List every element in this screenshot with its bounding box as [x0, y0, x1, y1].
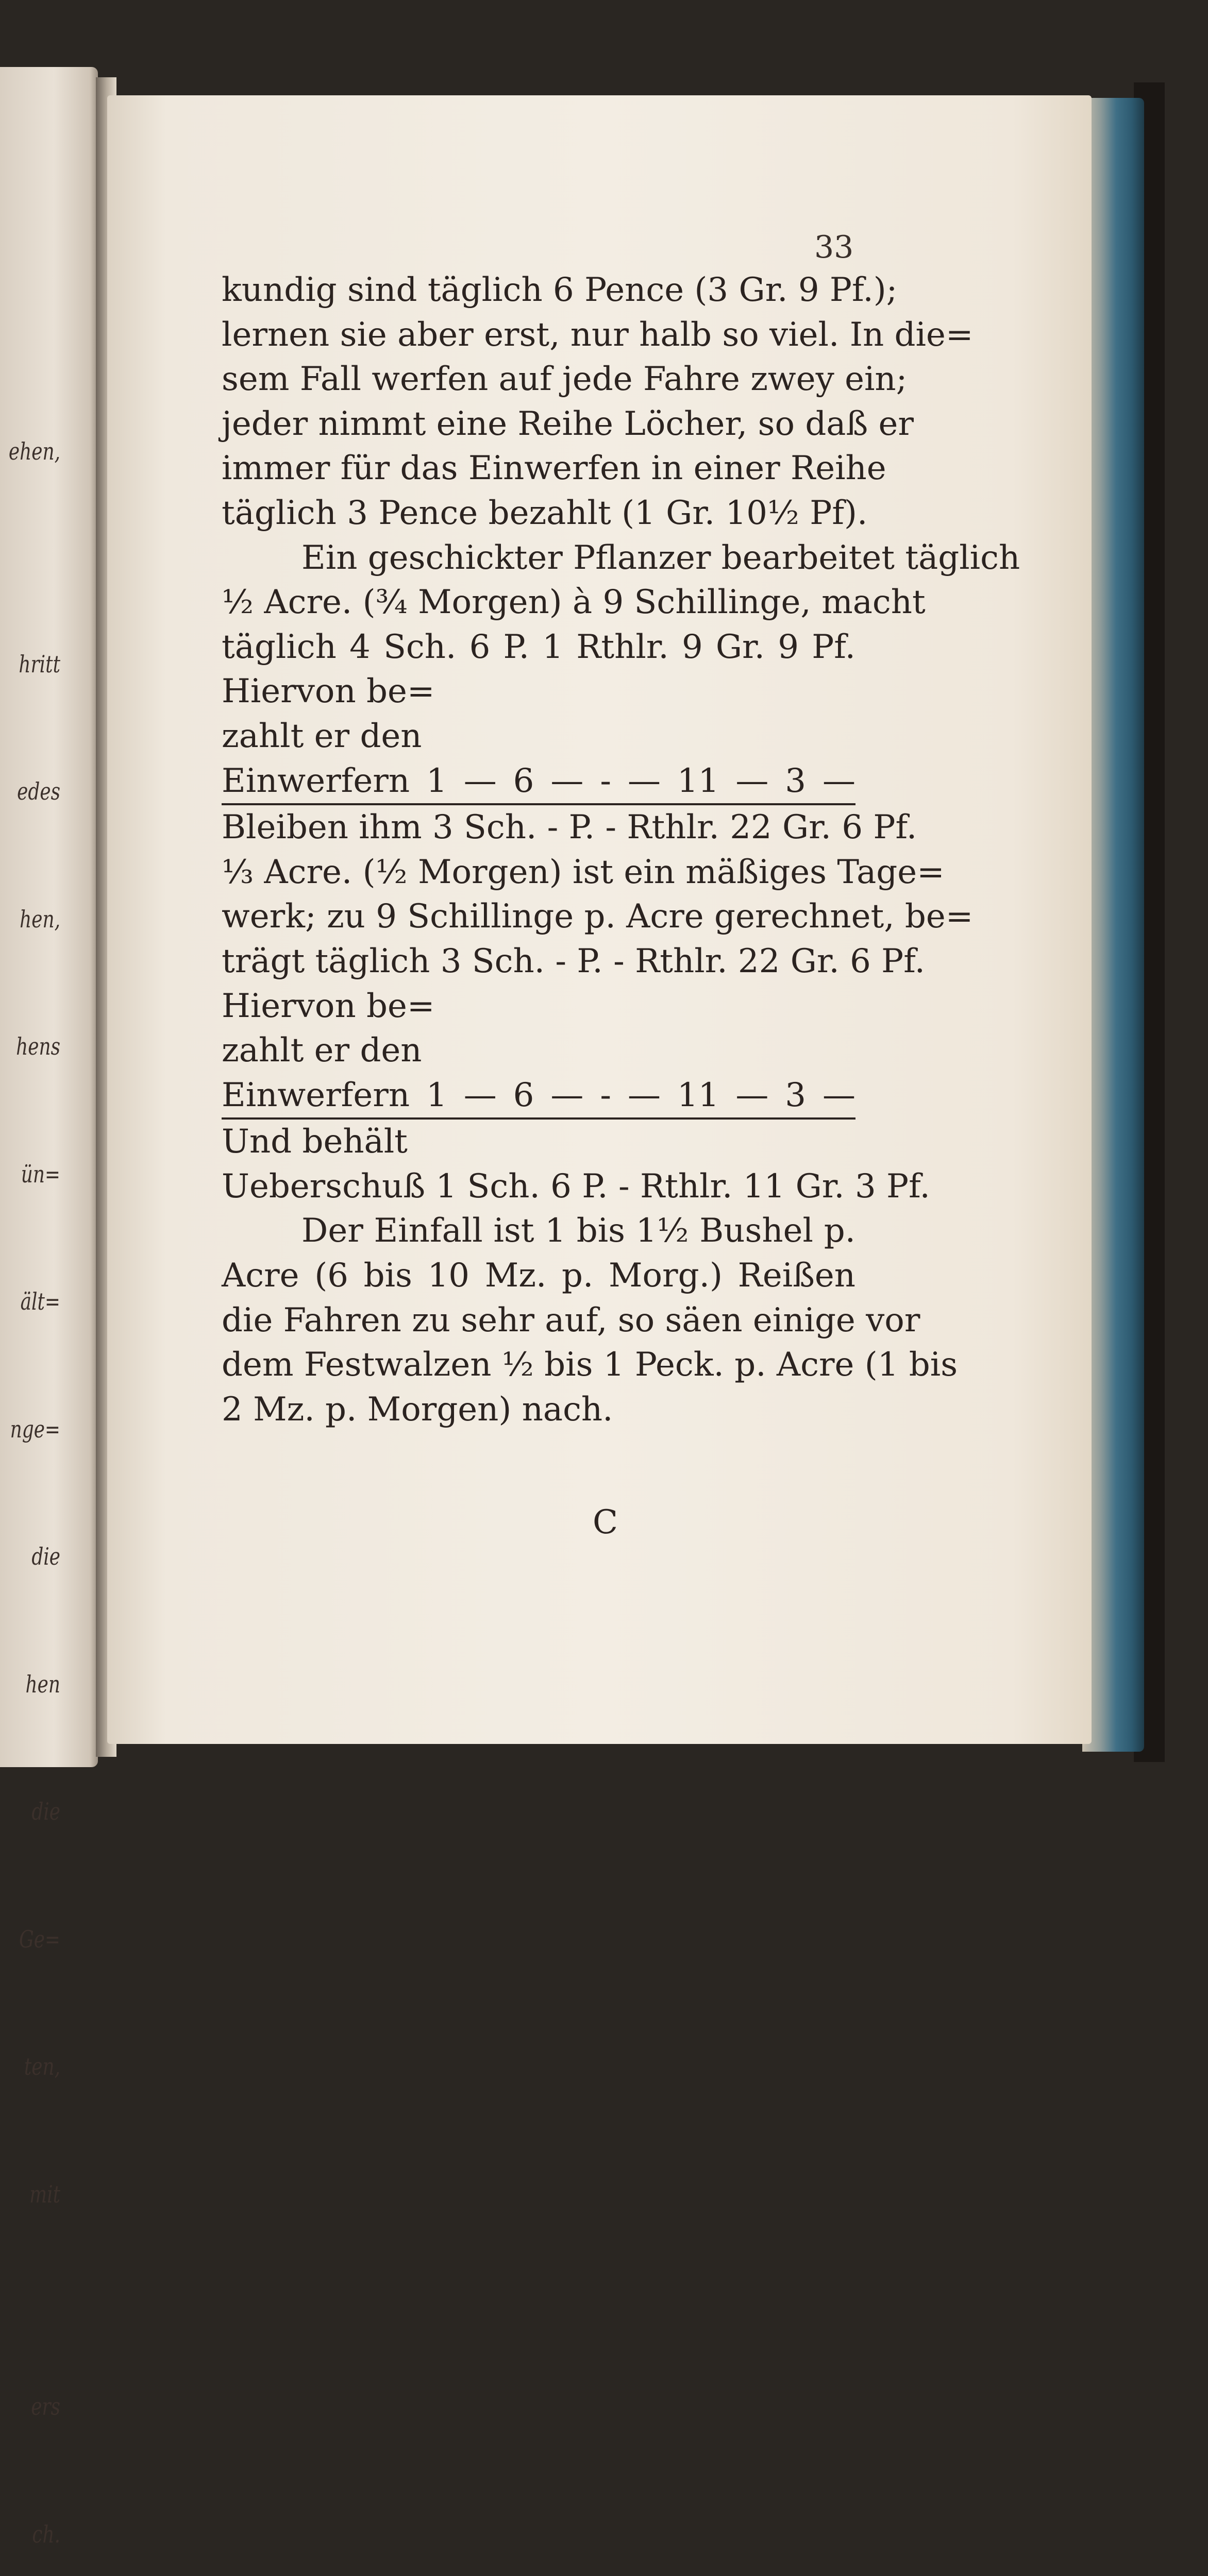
fragment-line: edes [17, 777, 60, 805]
text-line: täglich 3 Pence bezahlt (1 Gr. 10½ Pf). [222, 494, 868, 532]
text-line: immer für das Einwerfen in einer Reihe [222, 449, 886, 488]
book-cover-edge [1082, 98, 1144, 1752]
text-line: Hiervon be= [222, 672, 435, 711]
text-line: täglich 4 Sch. 6 P. 1 Rthlr. 9 Gr. 9 Pf. [222, 628, 855, 666]
text-line: 2 Mz. p. Morgen) nach. [222, 1390, 613, 1429]
text-line: Ueberschuß 1 Sch. 6 P. - Rthlr. 11 Gr. 3 Pf. [222, 1167, 930, 1206]
text-line: Ein geschickter Pflanzer bearbeitet täglich [301, 538, 1020, 577]
fragment-line: ch. [32, 2520, 60, 2548]
text-line: kundig sind täglich 6 Pence (3 Gr. 9 Pf.); [222, 271, 898, 309]
fragment-line: Ge= [19, 1925, 60, 1953]
text-line: Und behält [222, 1123, 408, 1161]
text-line: Bleiben ihm 3 Sch. - P. - Rthlr. 22 Gr. 6 Pf. [222, 808, 917, 847]
fragment-line: mit [29, 2180, 60, 2208]
left-page-fragments [0, 345, 60, 2576]
page-number: 33 [814, 229, 854, 265]
fragment-line: ehen, [8, 437, 60, 465]
text-line: ½ Acre. (¾ Morgen) à 9 Schillinge, macht [222, 583, 926, 622]
text-line: sem Fall werfen auf jede Fahre zwey ein; [222, 360, 908, 399]
fragment-line: ten, [24, 2053, 60, 2080]
text-line: Der Einfall ist 1 bis 1½ Bushel p. [301, 1212, 855, 1250]
ledger-line: Einwerfern 1 — 6 — - — 11 — 3 — [222, 759, 855, 806]
text-line: zahlt er den [222, 1031, 422, 1070]
text-line: trägt täglich 3 Sch. - P. - Rthlr. 22 Gr. 6 Pf. [222, 942, 925, 980]
fragment-line: die [31, 1798, 60, 1825]
fragment-line: hen, [20, 905, 60, 933]
signature-mark: C [593, 1503, 618, 1541]
text-line: ⅓ Acre. (½ Morgen) ist ein mäßiges Tage= [222, 853, 945, 891]
text-line: die Fahren zu sehr auf, so säen einige vor [222, 1301, 920, 1340]
page-text [222, 268, 1020, 1432]
text-line: Acre (6 bis 10 Mz. p. Morg.) Reißen [222, 1257, 855, 1295]
fragment-line: ält= [20, 1287, 60, 1315]
text-line: jeder nimmt eine Reihe Löcher, so daß er [222, 404, 914, 443]
fragment-line: ün= [21, 1160, 60, 1188]
fragment-line: ers [31, 2393, 60, 2420]
text-line: dem Festwalzen ½ bis 1 Peck. p. Acre (1 bis [222, 1346, 958, 1384]
text-line: werk; zu 9 Schillinge p. Acre gerechnet, be= [222, 897, 974, 936]
text-line: Hiervon be= [222, 987, 435, 1025]
fragment-line: hens [16, 1032, 60, 1060]
fragment-line: die [31, 1543, 60, 1570]
ledger-line: Einwerfern 1 — 6 — - — 11 — 3 — [222, 1073, 855, 1120]
left-page [0, 67, 98, 2548]
fragment-line: hritt [19, 650, 60, 678]
fragment-line: nge= [10, 1415, 60, 1443]
fragment-line: hen [25, 1670, 60, 1698]
text-line: lernen sie aber erst, nur halb so viel. In die= [222, 315, 974, 354]
text-line: zahlt er den [222, 717, 422, 755]
